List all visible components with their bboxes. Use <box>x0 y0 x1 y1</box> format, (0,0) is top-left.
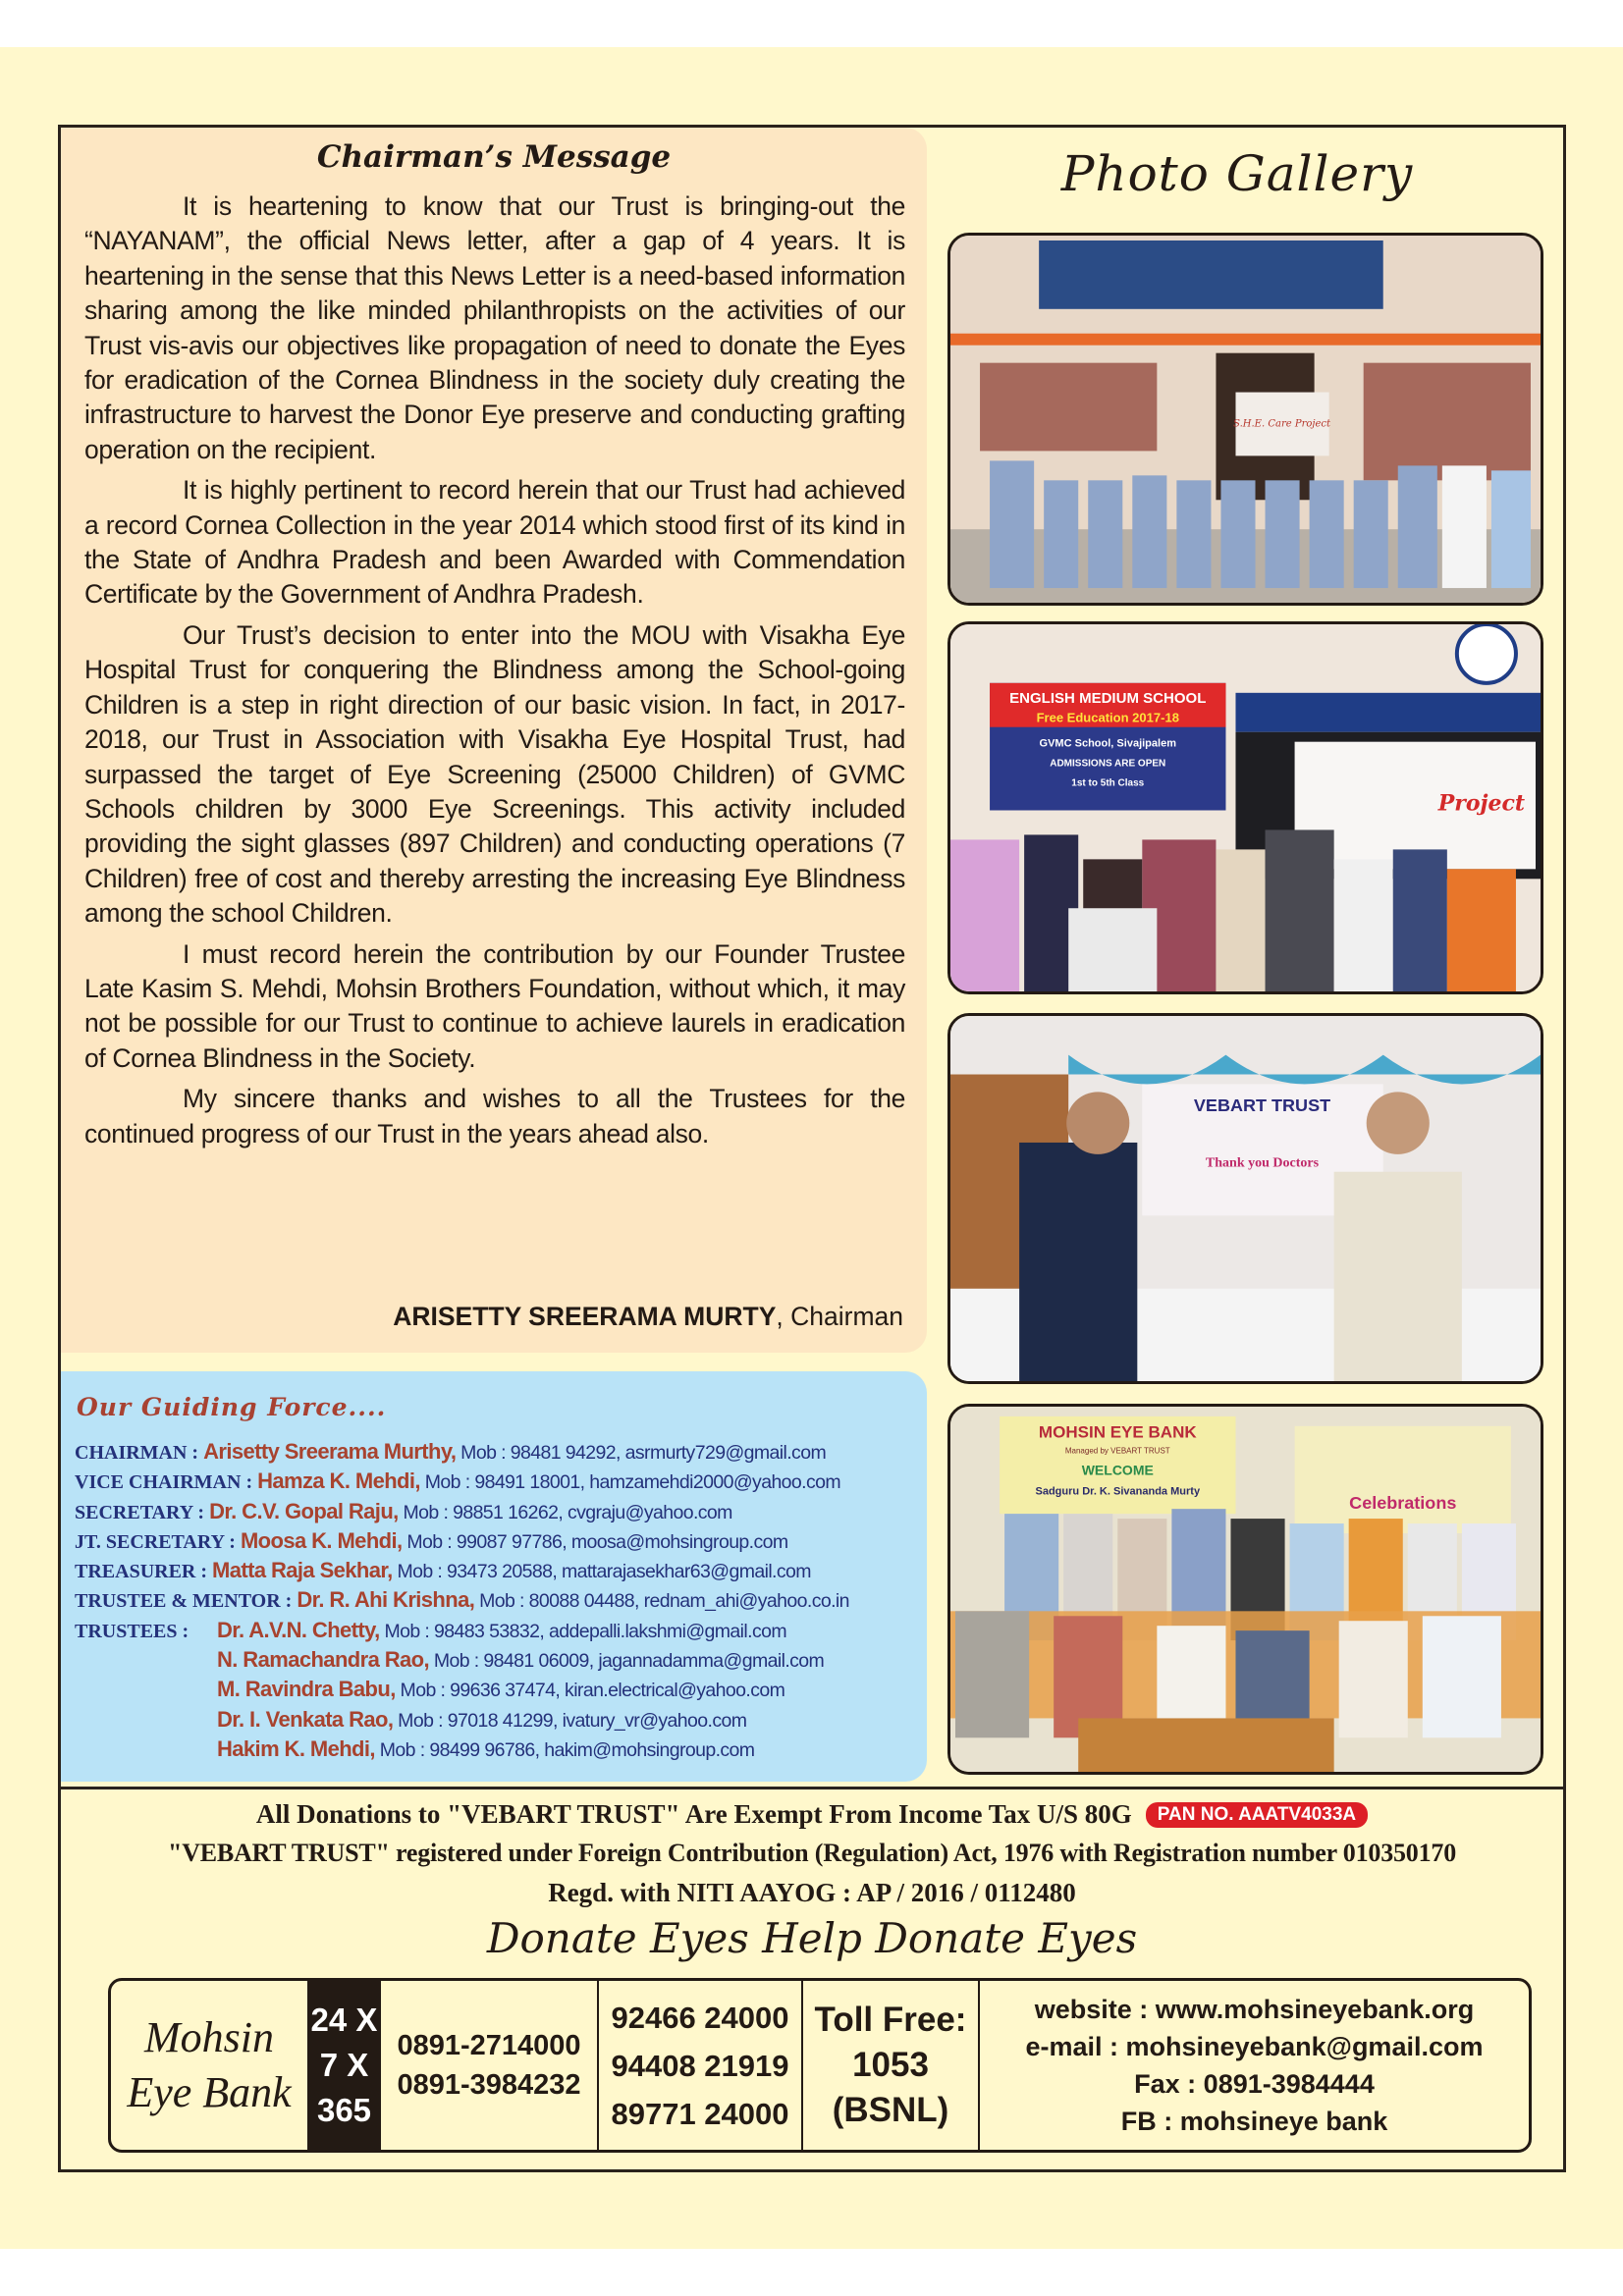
member-contact: Mob : 99087 97786, moosa@mohsingroup.com <box>402 1530 788 1553</box>
eye-testing-machine <box>1068 908 1157 991</box>
member-role: SECRETARY : <box>75 1501 210 1523</box>
member-row <box>75 1647 919 1677</box>
niti-aayog-line: Regd. with NITI AAYOG : AP / 2016 / 0112480 <box>548 1878 1076 1907</box>
gallery-photo-vebart-trust-handshake <box>947 1013 1543 1384</box>
facebook-handle[interactable]: FB : mohsineye bank <box>1120 2107 1388 2136</box>
member-contact: Mob : 98491 18001, hamzamehdi2000@yahoo.com <box>419 1471 841 1494</box>
member-contact: Mob : 97018 41299, ivatury_vr@yahoo.com <box>393 1709 747 1732</box>
availability-badge <box>307 1981 381 2150</box>
svg-text:WELCOME: WELCOME <box>1081 1462 1154 1478</box>
member-name: Hakim K. Mehdi, <box>217 1735 375 1761</box>
member-contact: Mob : 98481 06009, jagannadamma@gmail.com <box>429 1650 825 1673</box>
brand-line: Eye Bank <box>127 2068 292 2116</box>
toll-free-info <box>803 1981 980 2150</box>
member-contact: Mob : 98499 96786, hakim@mohsingroup.com <box>374 1738 755 1761</box>
member-row <box>75 1587 919 1617</box>
member-row <box>75 1677 919 1706</box>
photo-illustration <box>950 236 1541 603</box>
signature-title: , Chairman <box>776 1302 903 1331</box>
brand-line: Mohsin <box>144 2013 274 2061</box>
member-contact: Mob : 80088 04488, rednam_ahi@yahoo.co.in <box>474 1590 849 1613</box>
mobile-numbers <box>599 1981 803 2150</box>
svg-text:1st to 5th Class: 1st to 5th Class <box>1071 777 1145 789</box>
tax-exemption-line <box>61 1799 1563 1830</box>
member-role: VICE CHAIRMAN : <box>75 1471 258 1494</box>
donate-eyes-slogan: Donate Eyes Help Donate Eyes <box>486 1914 1138 1962</box>
svg-text:Free Education 2017-18: Free Education 2017-18 <box>1036 710 1179 725</box>
availability-line: 24 X <box>310 2002 378 2038</box>
member-name: Matta Raja Sekhar, <box>212 1558 393 1583</box>
member-row <box>75 1528 919 1558</box>
email-link[interactable]: e-mail : mohsineyebank@gmail.com <box>1025 2032 1484 2061</box>
member-name: Dr. A.V.N. Chetty, <box>217 1617 380 1642</box>
availability-line: 365 <box>316 2092 372 2128</box>
member-name: Hamza K. Mehdi, <box>257 1468 420 1494</box>
message-paragraph: I must record herein the contribution by our Founder Trustee Late Kasim S. Mehdi, Mohsin Brothers Foundation, without which, it may not be possible for our Trust to continue to achieve laurels in eradication of Cornea Blindness in the Society. <box>84 938 905 1073</box>
svg-text:VEBART TRUST: VEBART TRUST <box>1193 1095 1331 1116</box>
svg-text:GVMC School, Sivajipalem: GVMC School, Sivajipalem <box>1039 737 1177 750</box>
photo-gallery-title: Photo Gallery <box>1060 145 1414 202</box>
chairman-message-title: Chairman’s Message <box>316 139 672 175</box>
celebrations-banner <box>1295 1426 1511 1533</box>
pan-number-badge: PAN NO. AAATV4033A <box>1146 1802 1368 1828</box>
photo-illustration <box>950 624 1541 991</box>
availability-line: 7 X <box>319 2047 369 2083</box>
member-contact: Mob : 98483 53832, addepalli.lakshmi@gmail.com <box>379 1620 786 1642</box>
svg-text:MOHSIN EYE BANK: MOHSIN EYE BANK <box>1038 1422 1197 1442</box>
contact-box <box>108 1978 1532 2153</box>
member-name: Dr. C.V. Gopal Raju, <box>209 1498 399 1523</box>
member-name: Dr. R. Ahi Krishna, <box>297 1587 475 1613</box>
eye-bank-name <box>111 1981 307 2150</box>
person-left <box>1019 1143 1137 1381</box>
svg-text:Celebrations: Celebrations <box>1349 1493 1457 1514</box>
member-row <box>75 1499 919 1528</box>
member-name: Moosa K. Mehdi, <box>240 1527 403 1553</box>
svg-text:Thank you Doctors: Thank you Doctors <box>1205 1155 1320 1171</box>
member-row <box>75 1736 919 1766</box>
school-signboard <box>1039 240 1383 309</box>
member-contact: Mob : 93473 20588, mattarajasekhar63@gmail.com <box>392 1561 811 1583</box>
landline-numbers <box>381 1981 599 2150</box>
signature-name: ARISETTY SREERAMA MURTY <box>393 1302 777 1331</box>
member-name: N. Ramachandra Rao, <box>217 1647 430 1673</box>
svg-text:ENGLISH MEDIUM SCHOOL: ENGLISH MEDIUM SCHOOL <box>1009 689 1207 707</box>
chairman-signature <box>393 1302 903 1332</box>
svg-text:S.H.E. Care Project: S.H.E. Care Project <box>1233 418 1331 430</box>
member-row <box>75 1558 919 1587</box>
member-contact: Mob : 98851 16262, cvgraju@yahoo.com <box>398 1501 732 1523</box>
message-paragraph: Our Trust’s decision to enter into the MOU with Visakha Eye Hospital Trust for conquering the Blindness among the School-going Children is a step in right direction of our basic vision. In fact, in 2017-2018, our Trust in Association with Visakha Eye Hospital Trust, had surpassed the target of Eye Screening (25000 Children) of GVMC Schools children by 3000 Eye Screenings. This activity included providing the sight glasses (897 Children) and conducting operations (7 Children) free of cost and thereby arresting the increasing Eye Blindness among the school Children. <box>84 619 905 929</box>
photo-illustration <box>950 1016 1541 1381</box>
member-row <box>75 1468 919 1498</box>
section-divider <box>61 1787 1563 1789</box>
chairman-message-box <box>61 128 927 1353</box>
svg-text:Project: Project <box>1437 790 1526 817</box>
toll-free-number: 1053 <box>852 2046 929 2084</box>
member-role: TREASURER : <box>75 1561 213 1583</box>
mobile-number: 89771 24000 <box>611 2096 789 2131</box>
svg-text:Managed by VEBART TRUST: Managed by VEBART TRUST <box>1064 1446 1170 1456</box>
toll-free-label: Toll Free: <box>814 2001 967 2039</box>
website-link[interactable]: website : www.mohsineyebank.org <box>1034 1995 1475 2024</box>
mobile-number: 94408 21919 <box>611 2048 789 2083</box>
fcra-registration-line: "VEBART TRUST" registered under Foreign Contribution (Regulation) Act, 1976 with Registration number 010350170 <box>167 1839 1457 1867</box>
member-name: Dr. I. Venkata Rao, <box>217 1706 394 1732</box>
gallery-photo-mohsin-eye-bank-celebration <box>947 1404 1543 1775</box>
online-contacts <box>980 1981 1529 2150</box>
message-paragraph: My sincere thanks and wishes to all the Trustees for the continued progress of our Trust in the years ahead also. <box>84 1084 905 1148</box>
member-name: M. Ravindra Babu, <box>217 1677 396 1702</box>
gallery-photo-school-children <box>947 233 1543 606</box>
member-contact: Mob : 99636 37474, kiran.electrical@yahoo.com <box>395 1680 785 1702</box>
member-name: Arisetty Sreerama Murthy, <box>203 1439 457 1464</box>
message-paragraph: It is highly pertinent to record herein that our Trust had achieved a record Cornea Collection in the year 2014 which stood first of its kind in the State of Andhra Pradesh and been Awarded with Commendation Certificate by the Government of Andhra Pradesh. <box>84 475 905 610</box>
member-row <box>75 1618 919 1647</box>
guiding-force-title: Our Guiding Force.... <box>77 1393 387 1421</box>
svg-text:Sadguru Dr. K. Sivananda Murty: Sadguru Dr. K. Sivananda Murty <box>1035 1485 1201 1498</box>
member-role: TRUSTEES : <box>75 1620 189 1642</box>
fax-number: Fax : 0891-3984444 <box>1134 2069 1375 2099</box>
member-role: JT. SECRETARY : <box>75 1530 241 1553</box>
chairman-message-body <box>84 189 905 1157</box>
gallery-photo-english-medium-school-event <box>947 621 1543 994</box>
toll-free-provider: (BSNL) <box>832 2091 949 2129</box>
person-right <box>1334 1172 1462 1381</box>
mobile-number: 92466 24000 <box>611 2000 789 2035</box>
member-role: TRUSTEE & MENTOR : <box>75 1590 298 1613</box>
tax-exemption-text: All Donations to "VEBART TRUST" Are Exempt From Income Tax U/S 80G <box>255 1799 1132 1829</box>
svg-text:ADMISSIONS ARE OPEN: ADMISSIONS ARE OPEN <box>1050 758 1166 770</box>
guiding-force-list <box>75 1439 919 1766</box>
member-row <box>75 1439 919 1468</box>
member-role: CHAIRMAN : <box>75 1442 204 1464</box>
member-contact: Mob : 98481 94292, asrmurty729@gmail.com <box>456 1442 827 1464</box>
phone-number: 0891-3984232 <box>397 2069 581 2101</box>
member-row <box>75 1707 919 1736</box>
guiding-force-box <box>61 1371 927 1782</box>
message-paragraph: It is heartening to know that our Trust is bringing-out the “NAYANAM”, the official News letter, after a gap of 4 years. It is heartening in the sense that this News Letter is a need-based information sharing among the like minded philanthropists on the activities of our Trust vis-avis our objectives like propagation of need to donate the Eyes for eradication of the Cornea Blindness in the society duly creating the infrastructure to harvest the Donor Eye preserve and conducting grafting operation on the recipient. <box>84 191 905 464</box>
phone-number: 0891-2714000 <box>397 2030 581 2061</box>
photo-illustration <box>950 1407 1541 1772</box>
